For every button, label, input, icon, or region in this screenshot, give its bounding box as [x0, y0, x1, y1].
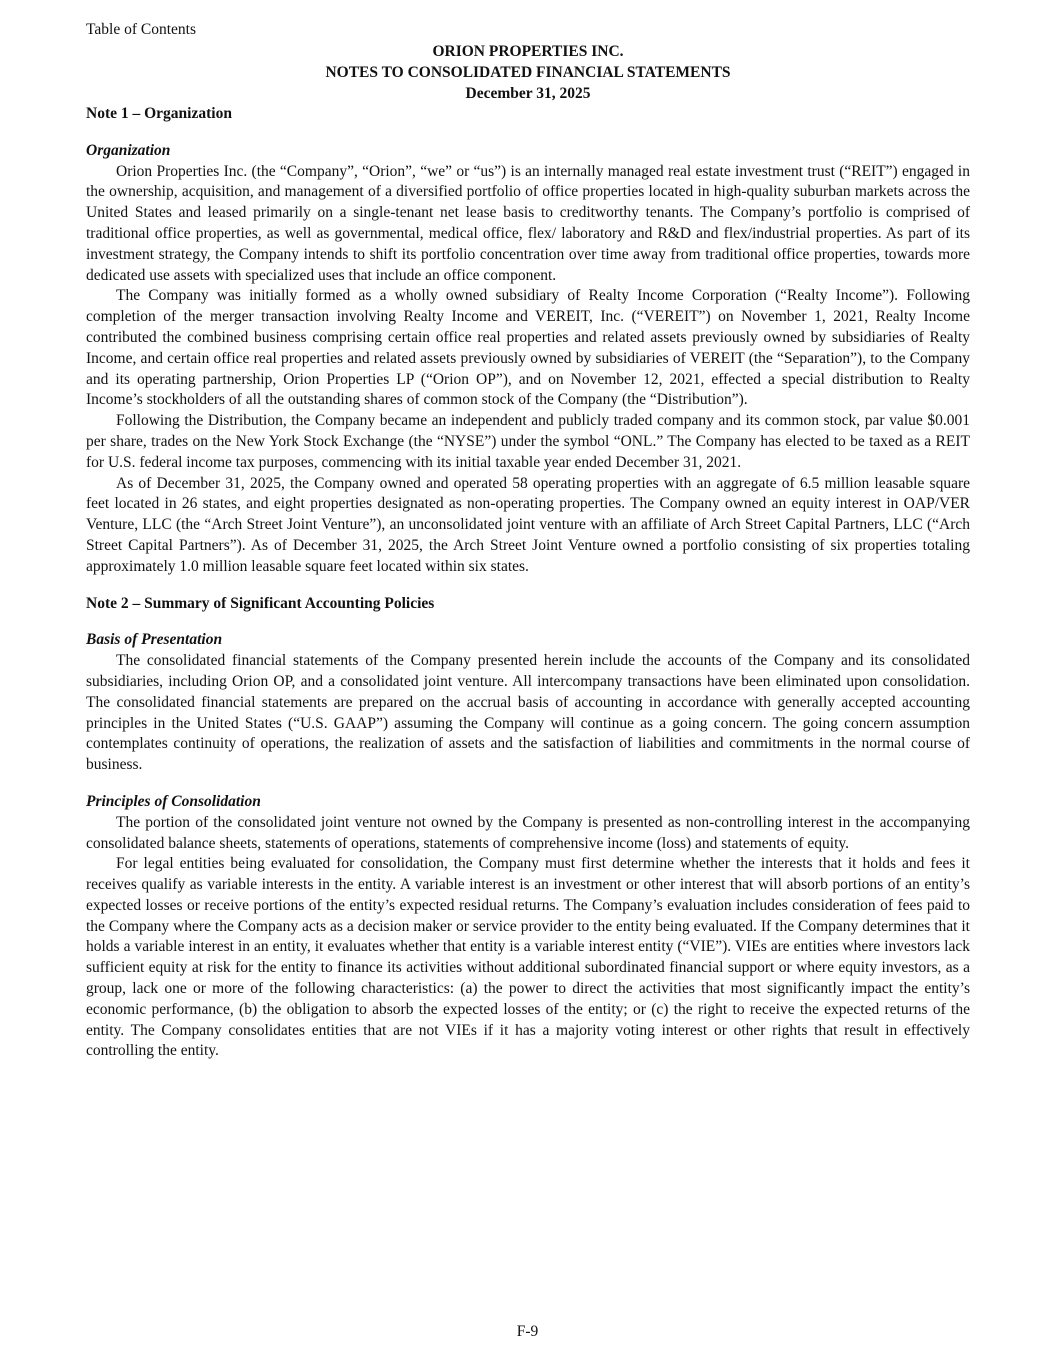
company-name: ORION PROPERTIES INC.: [432, 43, 624, 60]
principles-of-consolidation-subheading: Principles of Consolidation: [86, 792, 261, 810]
note-1-paragraph-4: As of December 31, 2025, the Company owned and operated 58 operating properties with an aggregate of 6.5 million leasable square feet located in 26 states, and eight properties designated as non-operating properties. The Company owned an equity interest in OAP/VER Venture, LLC (the “Arch Street Joint Venture”), an unconsolidated joint venture with an affiliate of Arch Street Capital Partners, LLC (“Arch Street Capital Partners”). As of December 31, 2025, the Arch Street Joint Venture owned a portfolio consisting of six properties totaling approximately 1.0 million leasable square feet located within six states.: [86, 474, 970, 575]
consolidation-paragraph-2: For legal entities being evaluated for consolidation, the Company must first determine whether the interests that it holds and fees it receives qualify as variable interests in the entity. A variable interest is an investment or other interest that will absorb portions of an entity’s expected losses or receive portions of the entity’s expected residual returns. The Company’s evaluation includes consideration of fees paid to the Company where the Company acts as a decision maker or service provider to the entity being evaluated. If the Company determines that it holds a variable interest in an entity, it evaluates whether that entity is a variable interest entity (“VIE”). VIEs are entities where investors lack sufficient equity at risk for the entity to finance its activities without additional subordinated financial support or where equity investors, as a group, lack one or more of the following characteristics: (a) the power to direct the activities that most significantly impact the entity’s economic performance, (b) the obligation to absorb the expected losses of the entity; or (c) the right to receive the expected returns of the entity. The Company consolidates entities that are not VIEs if it has a majority voting interest or other rights that result in effectively controlling the entity.: [86, 855, 970, 1060]
consolidation-paragraph-1: The portion of the consolidated joint venture not owned by the Company is presented as non-controlling interest in the accompanying consolidated balance sheets, statements of operations, statements of comprehensive income (loss) and statements of equity.: [86, 813, 970, 852]
note-1-paragraph-1: Orion Properties Inc. (the “Company”, “Orion”, “we” or “us”) is an internally managed real estate investment trust (“REIT”) engaged in the ownership, acquisition, and management of a diversified portfolio of office properties located in high-quality suburban markets across the United States and leased primarily on a single-tenant net lease basis to creditworthy tenants. The Company’s portfolio is comprised of traditional office properties, as well as governmental, medical office, flex/ laboratory and R&D and flex/industrial properties. As part of its investment strategy, the Company intends to shift its portfolio concentration over time away from traditional office properties, towards more dedicated use assets with specialized uses that include an office component.: [86, 162, 970, 284]
note-1-paragraph-3: Following the Distribution, the Company became an independent and publicly traded company and its common stock, par value $0.001 per share, trades on the New York Stock Exchange (the “NYSE”) under the symbol “ONL.” The Company has elected to be taxed as a REIT for U.S. federal income tax purposes, commencing with its initial taxable year ended December 31, 2021.: [86, 412, 970, 471]
note-2-heading: Note 2 – Summary of Significant Accounting Policies: [86, 594, 435, 612]
note-1-heading: Note 1 – Organization: [86, 105, 232, 122]
page-content: [86, 41, 970, 1062]
basis-of-presentation-subheading: Basis of Presentation: [86, 631, 223, 649]
basis-of-presentation-paragraph: The consolidated financial statements of the Company presented herein include the accounts of the Company and its consolidated subsidiaries, including Orion OP, and a consolidated joint venture. All intercompany transactions have been eliminated upon consolidation. The consolidated financial statements are prepared on the accrual basis of accounting in accordance with generally accepted accounting principles in the United States (“U.S. GAAP”) assuming the Company will continue as a going concern. The going concern assumption contemplates continuity of operations, the realization of assets and the satisfaction of liabilities and commitments in the normal course of business.: [86, 652, 970, 774]
page-header: [86, 41, 970, 104]
note-1-paragraph-2: The Company was initially formed as a wholly owned subsidiary of Realty Income Corporation (“Realty Income”). Following completion of the merger transaction involving Realty Income and VEREIT, Inc. (“VEREIT”) on November 1, 2021, Realty Income contributed the combined business comprising certain office real properties and related assets previously owned by subsidiaries of Realty Income, and certain office real properties and related assets previously owned by subsidiaries of VEREIT (the “Separation”), to the Company and its operating partnership, Orion Properties LP (“Orion OP”), and on November 12, 2021, effected a special distribution to Realty Income’s stockholders of all the outstanding shares of common stock of the Company (the “Distribution”).: [86, 287, 970, 409]
organization-subheading: Organization: [86, 141, 171, 159]
statement-date: December 31, 2025: [465, 85, 591, 102]
page-number: F-9: [516, 1323, 539, 1340]
document-title: NOTES TO CONSOLIDATED FINANCIAL STATEMENTS: [325, 64, 731, 81]
table-of-contents-link[interactable]: Table of Contents: [86, 21, 196, 38]
